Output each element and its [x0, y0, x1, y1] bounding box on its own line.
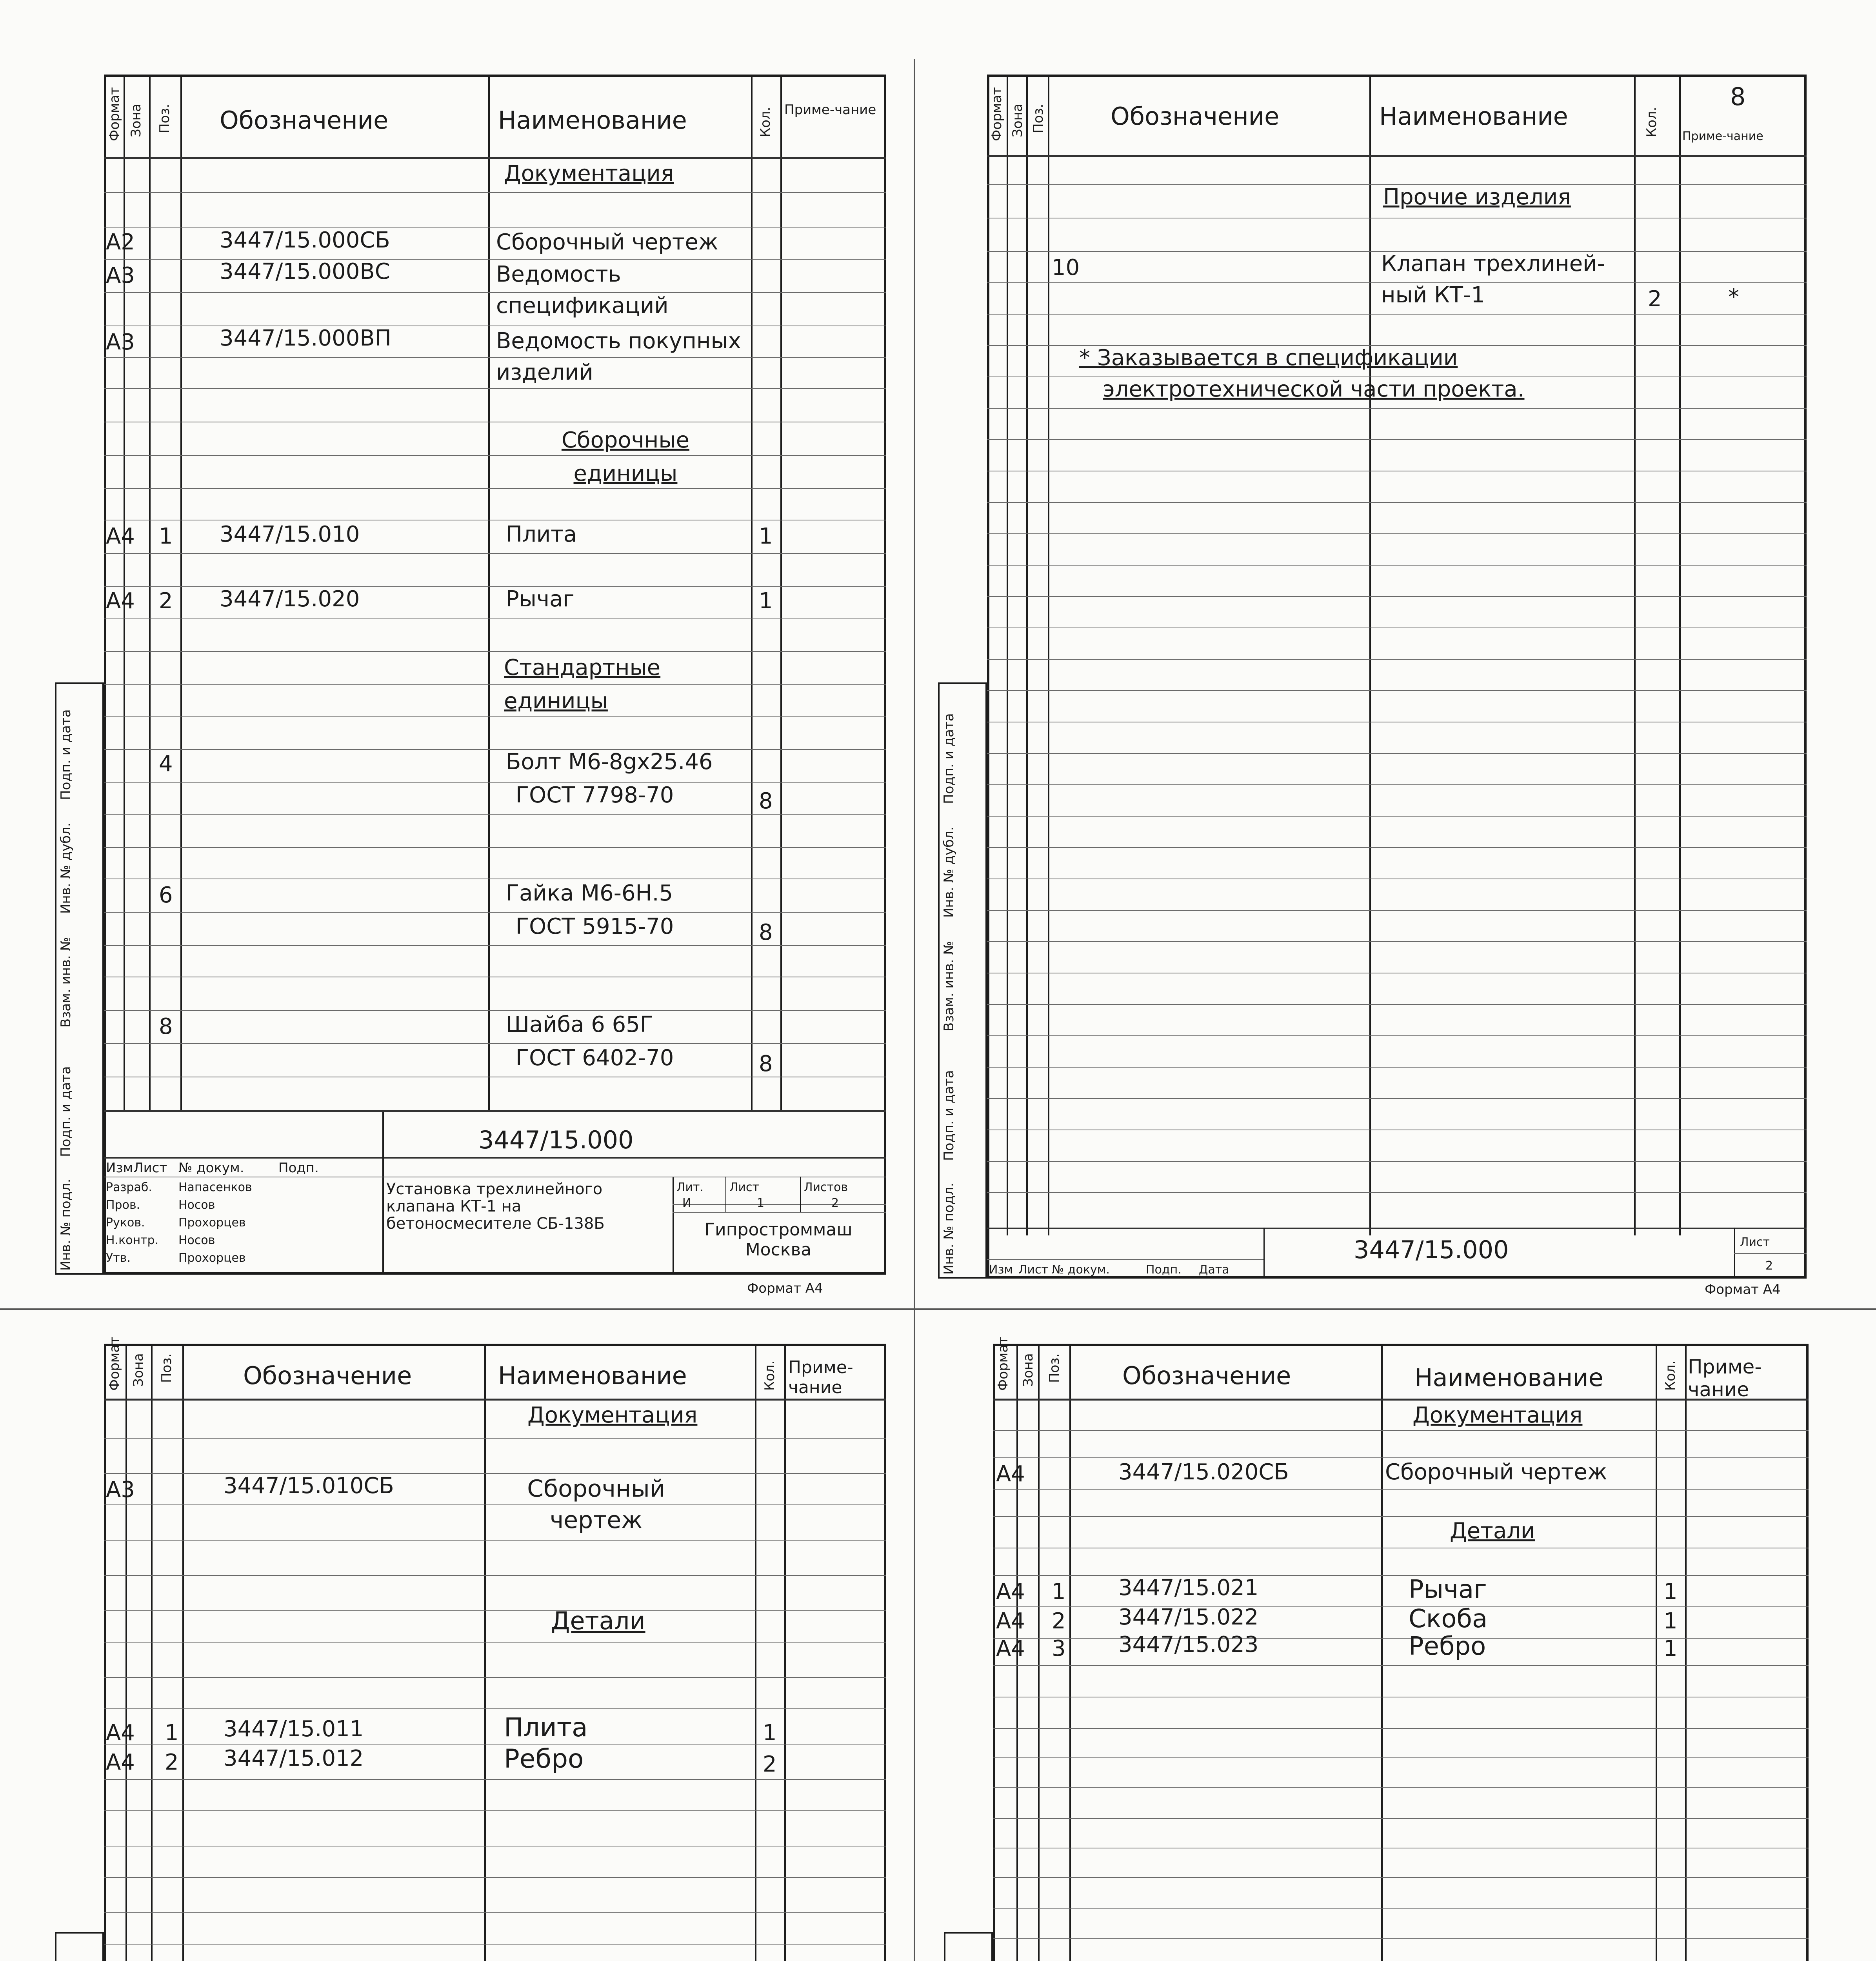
row-designation: 3447/15.020СБ [1118, 1459, 1289, 1485]
stamp-date: Дата [1199, 1263, 1229, 1277]
row-note: * [1728, 284, 1739, 310]
row-designation: 3447/15.010СБ [224, 1473, 394, 1499]
row-name: Плита [504, 1712, 588, 1743]
row-qty: 1 [763, 1720, 777, 1746]
row-pos: 2 [165, 1750, 179, 1775]
col-designation-label: Обозначение [243, 1361, 412, 1390]
side-sign-date: Подп. и дата [58, 1066, 74, 1157]
stamp-doc-no: № докум. [178, 1160, 244, 1176]
doc-code: 3447/15.000 [478, 1126, 634, 1154]
row-qty: 2 [1648, 286, 1662, 312]
col-qty-label: Кол. [762, 1360, 778, 1391]
stamp-role: Пров. [106, 1198, 140, 1212]
col-zone-label: Зона [1010, 104, 1025, 137]
format-label: Формат А4 [747, 1281, 823, 1296]
section-documentation: Документация [504, 161, 674, 186]
col-designation-label: Обозначение [1122, 1361, 1291, 1390]
side-sign-date: Подп. и дата [58, 709, 74, 800]
vertical-separator [914, 59, 915, 1961]
row-designation: 3447/15.022 [1118, 1604, 1259, 1630]
col-note-label: Приме-чание [788, 1357, 853, 1397]
row-name: ГОСТ 7798-70 [516, 782, 674, 808]
row-qty: 8 [759, 788, 773, 814]
row-name: Шайба 6 65Г [506, 1012, 654, 1037]
stamp-list: Лист [1018, 1263, 1049, 1277]
row-format: А3 [106, 263, 135, 288]
col-pos-label: Поз. [157, 104, 173, 133]
sheet-label: Лист [1740, 1235, 1770, 1249]
stamp-izm: Изм [106, 1160, 133, 1176]
sheet-no: 2 [1765, 1259, 1773, 1273]
stamp-sign: Подп. [278, 1160, 319, 1176]
row-qty: 8 [759, 920, 773, 945]
side-inv-orig: Инв. № подл. [941, 1182, 957, 1275]
col-zone-label: Зона [128, 104, 144, 137]
lit-label: Лит. [676, 1181, 704, 1194]
row-format: А4 [106, 1750, 135, 1775]
row-name: Гайка М6-6Н.5 [506, 880, 673, 906]
row-designation: 3447/15.000ВС [220, 259, 390, 284]
side-strip [55, 1932, 104, 1961]
col-format-label: Формат [995, 1337, 1011, 1391]
row-format: А4 [996, 1608, 1025, 1634]
row-pos: 1 [165, 1720, 179, 1746]
row-pos: 2 [1052, 1608, 1066, 1634]
row-designation: 3447/15.021 [1118, 1575, 1259, 1601]
row-format: А4 [996, 1579, 1025, 1604]
col-qty-label: Кол. [1663, 1360, 1678, 1391]
row-designation: 3447/15.012 [224, 1746, 364, 1771]
row-format: А4 [106, 1720, 135, 1746]
row-pos: 1 [1052, 1579, 1066, 1604]
row-format: А4 [996, 1461, 1025, 1487]
row-qty: 8 [759, 1051, 773, 1077]
row-name: Плита [506, 522, 577, 547]
section-documentation: Документация [527, 1403, 698, 1428]
stamp-izm: Изм [989, 1263, 1013, 1277]
row-qty: 2 [763, 1752, 777, 1777]
row-format: А2 [106, 229, 135, 255]
stamp-doc-no: № докум. [1052, 1263, 1110, 1277]
horizontal-separator [0, 1308, 1876, 1310]
sheet-no: 1 [757, 1196, 765, 1210]
row-format: А4 [106, 524, 135, 549]
row-pos: 6 [159, 882, 173, 908]
col-pos-label: Поз. [1047, 1353, 1062, 1383]
stamp-person: Прохорцев [178, 1251, 246, 1265]
row-format: А3 [106, 329, 135, 355]
doc-title: Установка трехлинейного клапана КТ-1 на бетоносмесителе СБ-138Б [386, 1180, 605, 1233]
organization: Гипростроммаш Москва [704, 1220, 853, 1260]
row-name: Сборочный чертеж [1385, 1459, 1607, 1485]
sheet-4 [938, 1308, 1876, 1961]
stamp-role: Н.контр. [106, 1233, 159, 1247]
col-note-label: Приме-чание [784, 102, 876, 118]
col-qty-label: Кол. [758, 107, 773, 137]
row-pos: 2 [159, 588, 173, 614]
col-format-label: Формат [107, 87, 122, 141]
col-designation-label: Обозначение [1111, 102, 1280, 131]
row-pos: 1 [159, 524, 173, 549]
section-details: Детали [1450, 1518, 1535, 1544]
row-designation: 3447/15.010 [220, 522, 360, 547]
col-name-label: Наименование [498, 1361, 687, 1390]
row-name: Скоба [1409, 1604, 1488, 1634]
col-pos-label: Поз. [1031, 104, 1046, 133]
row-pos: 4 [159, 751, 173, 777]
row-designation: 3447/15.011 [224, 1716, 364, 1742]
section-assembly-units: Сборочные единицы [561, 427, 690, 486]
format-label: Формат А4 [1705, 1282, 1781, 1297]
row-name: ГОСТ 6402-70 [516, 1045, 674, 1071]
row-designation: 3447/15.023 [1118, 1632, 1259, 1657]
side-sign-date: Подп. и дата [941, 713, 957, 804]
side-inv-dup: Инв. № дубл. [58, 822, 74, 914]
row-pos: 10 [1052, 255, 1080, 280]
col-note-label: Приме-чание [1682, 129, 1763, 143]
row-name: ный КТ-1 [1381, 282, 1485, 308]
sheet-3 [0, 1308, 938, 1961]
row-name: Болт М6-8gx25.46 [506, 749, 713, 775]
col-qty-label: Кол. [1644, 107, 1660, 137]
row-name: Клапан трехлиней- [1381, 251, 1605, 277]
footnote-line-1: * Заказывается в спецификации [1079, 345, 1458, 371]
sheet-1 [0, 0, 938, 1308]
col-name-label: Наименование [498, 106, 687, 135]
sheet-label: Лист [729, 1181, 760, 1194]
sheet-2 [938, 0, 1876, 1308]
footnote-line-2: электротехнической части проекта. [1103, 377, 1525, 402]
lit-value: И [682, 1196, 691, 1210]
side-inv-dup: Инв. № дубл. [941, 826, 957, 918]
row-qty: 1 [1663, 1608, 1678, 1634]
stamp-role: Руков. [106, 1216, 145, 1230]
section-standard-units: Стандартные единицы [504, 655, 661, 714]
doc-code: 3447/15.000 [1354, 1235, 1509, 1264]
row-name: Ребро [504, 1744, 584, 1774]
stamp-role: Разраб. [106, 1181, 152, 1194]
row-name: Ребро [1409, 1632, 1486, 1661]
sheets-total: 2 [831, 1196, 839, 1210]
section-other-items: Прочие изделия [1383, 184, 1571, 210]
side-replace-inv: Взам. инв. № [941, 941, 957, 1031]
row-name: Сборочный чертеж [496, 229, 718, 255]
row-name: ГОСТ 5915-70 [516, 914, 674, 939]
side-strip [944, 1932, 993, 1961]
col-format-label: Формат [107, 1337, 122, 1391]
page-mark: 8 [1730, 82, 1746, 111]
side-replace-inv: Взам. инв. № [58, 937, 74, 1028]
row-name: Сборочный чертеж [527, 1475, 665, 1534]
stamp-sign: Подп. [1146, 1263, 1182, 1277]
col-zone-label: Зона [1020, 1353, 1036, 1387]
row-qty: 1 [759, 524, 773, 549]
sheets-label: Листов [804, 1181, 848, 1194]
stamp-role: Утв. [106, 1251, 131, 1265]
side-inv-orig: Инв. № подл. [58, 1179, 74, 1271]
row-designation: 3447/15.000СБ [220, 227, 390, 253]
stamp-list: Лист [133, 1160, 167, 1176]
col-format-label: Формат [989, 87, 1005, 141]
col-name-label: Наименование [1414, 1363, 1603, 1392]
row-qty: 1 [759, 588, 773, 614]
row-qty: 1 [1663, 1579, 1678, 1604]
row-name: Рычаг [1409, 1575, 1487, 1604]
row-name: Ведомость спецификаций [496, 262, 669, 318]
section-documentation: Документация [1412, 1403, 1583, 1428]
col-zone-label: Зона [131, 1353, 146, 1387]
col-note-label: Приме-чание [1688, 1355, 1762, 1401]
row-name: Рычаг [506, 586, 574, 612]
side-sign-date: Подп. и дата [941, 1070, 957, 1161]
row-pos: 3 [1052, 1636, 1066, 1661]
row-format: А3 [106, 1477, 135, 1503]
col-designation-label: Обозначение [220, 106, 389, 135]
col-pos-label: Поз. [159, 1353, 175, 1383]
stamp-person: Носов [178, 1233, 215, 1247]
sheet-3-frame [104, 1344, 886, 1961]
row-name: Ведомость покупных изделий [496, 328, 741, 385]
stamp-person: Носов [178, 1198, 215, 1212]
stamp-person: Прохорцев [178, 1216, 246, 1230]
row-format: А4 [106, 588, 135, 614]
sheet-1-frame [104, 75, 886, 1275]
row-designation: 3447/15.000ВП [220, 326, 391, 351]
row-qty: 1 [1663, 1636, 1678, 1661]
col-name-label: Наименование [1379, 102, 1568, 131]
stamp-person: Напасенков [178, 1181, 252, 1194]
row-pos: 8 [159, 1014, 173, 1039]
section-details: Детали [551, 1606, 645, 1635]
row-designation: 3447/15.020 [220, 586, 360, 612]
row-format: А4 [996, 1636, 1025, 1661]
